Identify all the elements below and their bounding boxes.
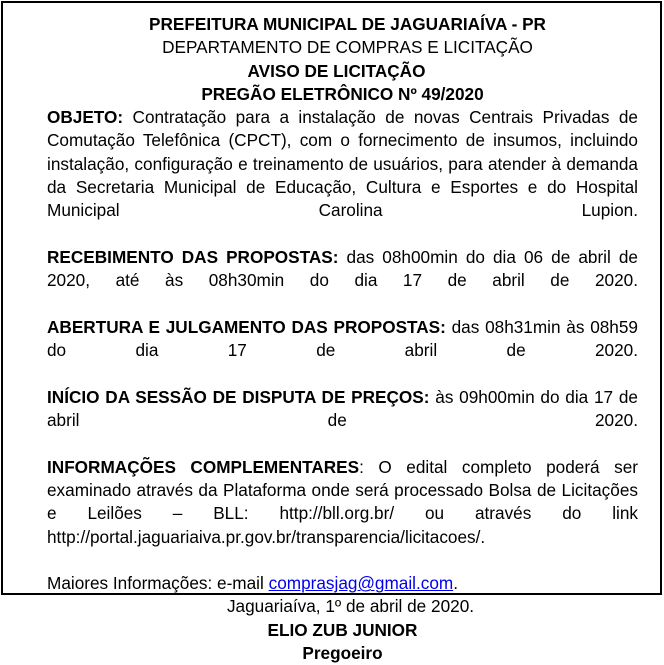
signatory-role: Pregoeiro [302,643,383,664]
opening-label: ABERTURA E JULGAMENTO DAS PROPOSTAS: [47,316,446,337]
place-date: Jaguariaíva, 1º de abril de 2020. [226,596,475,617]
municipality-title: PREFEITURA MUNICIPAL DE JAGUARIAÍVA - PR [149,14,546,34]
contact-line [47,572,638,595]
session-start-label: INÍCIO DA SESSÃO DE DISPUTA DE PREÇOS: [47,386,430,407]
additional-info-label: INFORMAÇÕES COMPLEMENTARES [47,456,360,477]
department-name: DEPARTAMENTO DE COMPRAS E LICITAÇÃO [162,37,533,58]
email-link[interactable]: comprasjag@gmail.com [268,573,454,594]
session-start-text: às 09h00min do dia 17 de abril de 2020. [47,386,638,431]
receipt-paragraph [47,246,638,316]
receipt-text: das 08h00min do dia 06 de abril de 2020, até às 08h30min do dia 17 de abril de 2020. [47,246,638,291]
opening-text: das 08h31min às 08h59 do dia 17 de abril de 2020. [47,316,638,361]
notice-type: AVISO DE LICITAÇÃO [247,60,426,81]
process-number: PREGÃO ELETRÔNICO Nº 49/2020 [201,83,484,104]
signatory-name: ELIO ZUB JUNIOR [267,619,418,640]
additional-info-text: : O edital completo poderá ser examinado através da Plataforma onde será processado Bolsa de Licitações e Leilões – BLL: http://bll.org.br/ ou através do link http://portal.jaguariaiva.pr.gov.br/transparencia/licitacoes/. [47,456,638,547]
object-label: OBJETO: [47,107,124,128]
contact-prefix: Maiores Informações: e-mail [47,573,264,594]
session-start-paragraph [47,386,638,456]
contact-suffix: . [453,573,458,594]
additional-info-paragraph [47,456,638,572]
opening-paragraph [47,316,638,386]
receipt-label: RECEBIMENTO DAS PROPOSTAS: [47,246,339,267]
bid-notice [1,1,662,664]
object-paragraph [47,106,638,246]
object-text: Contratação para a instalação de novas Centrais Privadas de Comutação Telefônica (CPCT), com o fornecimento de insumos, incluindo instalação, configuração e treinamento de usuários, para atender à demanda da Secretaria Municipal de Educação, Cultura e Esportes e do Hospital Municipal Carolina Lupion. [47,107,638,221]
